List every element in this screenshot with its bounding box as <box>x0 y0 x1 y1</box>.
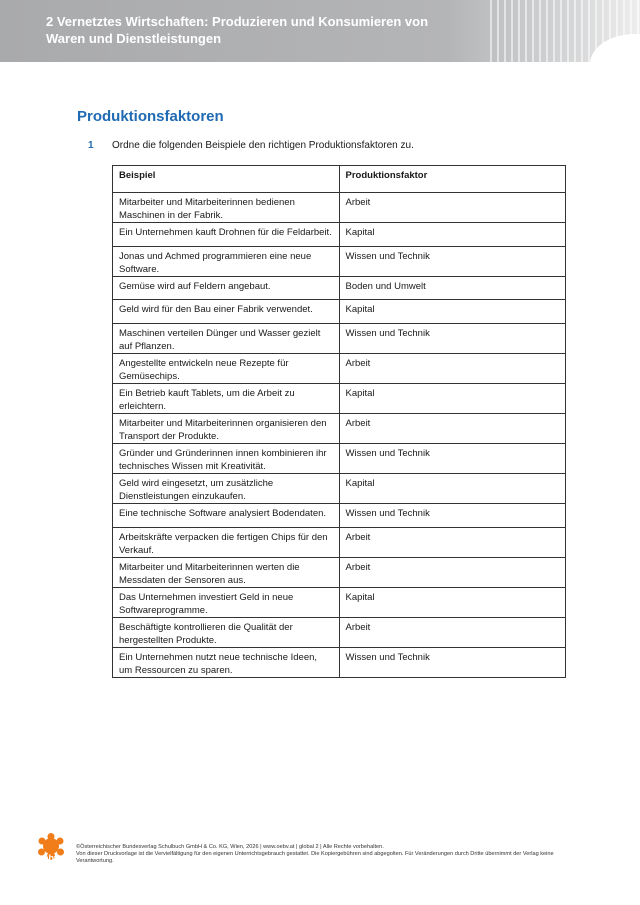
factor-cell[interactable]: Kapital <box>339 300 566 324</box>
factor-cell[interactable]: Arbeit <box>339 557 566 587</box>
factor-cell[interactable]: Boden und Umwelt <box>339 276 566 300</box>
factor-cell[interactable]: Arbeit <box>339 617 566 647</box>
section-title: Produktionsfaktoren <box>77 108 224 125</box>
table-row <box>113 504 566 528</box>
column-header-produktionsfaktor: Produktionsfaktor <box>339 166 566 193</box>
factor-cell[interactable]: Arbeit <box>339 354 566 384</box>
page-header <box>0 0 640 62</box>
column-header-beispiel: Beispiel <box>113 166 340 193</box>
factor-cell[interactable]: Kapital <box>339 587 566 617</box>
example-cell: Geld wird eingesetzt, um zusätzliche Dienstleistungen einzukaufen. <box>113 474 340 504</box>
factor-cell[interactable]: Kapital <box>339 384 566 414</box>
table-row <box>113 527 566 557</box>
example-cell: Geld wird für den Bau einer Fabrik verwendet. <box>113 300 340 324</box>
task-number: 1 <box>88 140 94 151</box>
factor-cell[interactable]: Wissen und Technik <box>339 246 566 276</box>
example-cell: Arbeitskräfte verpacken die fertigen Chips für den Verkauf. <box>113 527 340 557</box>
table-row <box>113 384 566 414</box>
publisher-logo-icon <box>36 833 66 865</box>
chapter-title: 2 Vernetztes Wirtschaften: Produzieren und Konsumieren von Waren und Dienstleistungen <box>46 14 429 46</box>
example-cell: Das Unternehmen investiert Geld in neue Softwareprogramme. <box>113 587 340 617</box>
table-row <box>113 276 566 300</box>
factor-cell[interactable]: Wissen und Technik <box>339 647 566 677</box>
example-cell: Gründer und Gründerinnen innen kombinieren ihr technisches Wissen mit Kreativität. <box>113 444 340 474</box>
table-row <box>113 246 566 276</box>
example-cell: Maschinen verteilen Dünger und Wasser gezielt auf Pflanzen. <box>113 324 340 354</box>
example-cell: Jonas und Achmed programmieren eine neue Software. <box>113 246 340 276</box>
factor-cell[interactable]: Kapital <box>339 474 566 504</box>
example-cell: Beschäftigte kontrollieren die Qualität der hergestellten Produkte. <box>113 617 340 647</box>
factor-cell[interactable]: Arbeit <box>339 414 566 444</box>
table-row <box>113 647 566 677</box>
factor-cell[interactable]: Arbeit <box>339 193 566 223</box>
footer <box>76 844 566 865</box>
example-cell: Gemüse wird auf Feldern angebaut. <box>113 276 340 300</box>
example-cell: Eine technische Software analysiert Bodendaten. <box>113 504 340 528</box>
table-row <box>113 223 566 247</box>
example-cell: Mitarbeiter und Mitarbeiterinnen bedienen Maschinen in der Fabrik. <box>113 193 340 223</box>
table-row <box>113 587 566 617</box>
table-row <box>113 444 566 474</box>
example-cell: Angestellte entwickeln neue Rezepte für Gemüsechips. <box>113 354 340 384</box>
factor-cell[interactable]: Wissen und Technik <box>339 444 566 474</box>
table-row <box>113 557 566 587</box>
factor-cell[interactable]: Arbeit <box>339 527 566 557</box>
example-cell: Ein Unternehmen nutzt neue technische Ideen, um Ressourcen zu sparen. <box>113 647 340 677</box>
table-row <box>113 193 566 223</box>
copyright-line: ©Österreichischer Bundesverlag Schulbuch GmbH & Co. KG, Wien, 2026 | www.oebv.at | global 2 | Alle Rechte vorbehalten. <box>76 844 384 850</box>
table-header-row <box>113 166 566 193</box>
logo-text: öbv <box>42 853 60 863</box>
table-row <box>113 617 566 647</box>
table-row <box>113 354 566 384</box>
task-instruction: Ordne die folgenden Beispiele den richtigen Produktionsfaktoren zu. <box>112 140 414 151</box>
factor-cell[interactable]: Wissen und Technik <box>339 504 566 528</box>
usage-notice: Von dieser Druckvorlage ist die Vervielfältigung für den eigenen Unterrichtsgebrauch gestattet. Die Kopiergebühren sind abgegolten. Für Veränderungen durch Dritte übernimmt der Verlag keine Verantwortung. <box>76 851 554 864</box>
table-row <box>113 414 566 444</box>
table-row <box>113 324 566 354</box>
factor-cell[interactable]: Wissen und Technik <box>339 324 566 354</box>
example-cell: Mitarbeiter und Mitarbeiterinnen werten die Messdaten der Sensoren aus. <box>113 557 340 587</box>
example-cell: Ein Unternehmen kauft Drohnen für die Feldarbeit. <box>113 223 340 247</box>
table-row <box>113 300 566 324</box>
example-cell: Ein Betrieb kauft Tablets, um die Arbeit zu erleichtern. <box>113 384 340 414</box>
table-row <box>113 474 566 504</box>
factor-cell[interactable]: Kapital <box>339 223 566 247</box>
example-cell: Mitarbeiter und Mitarbeiterinnen organisieren den Transport der Produkte. <box>113 414 340 444</box>
assignment-table <box>112 165 566 678</box>
